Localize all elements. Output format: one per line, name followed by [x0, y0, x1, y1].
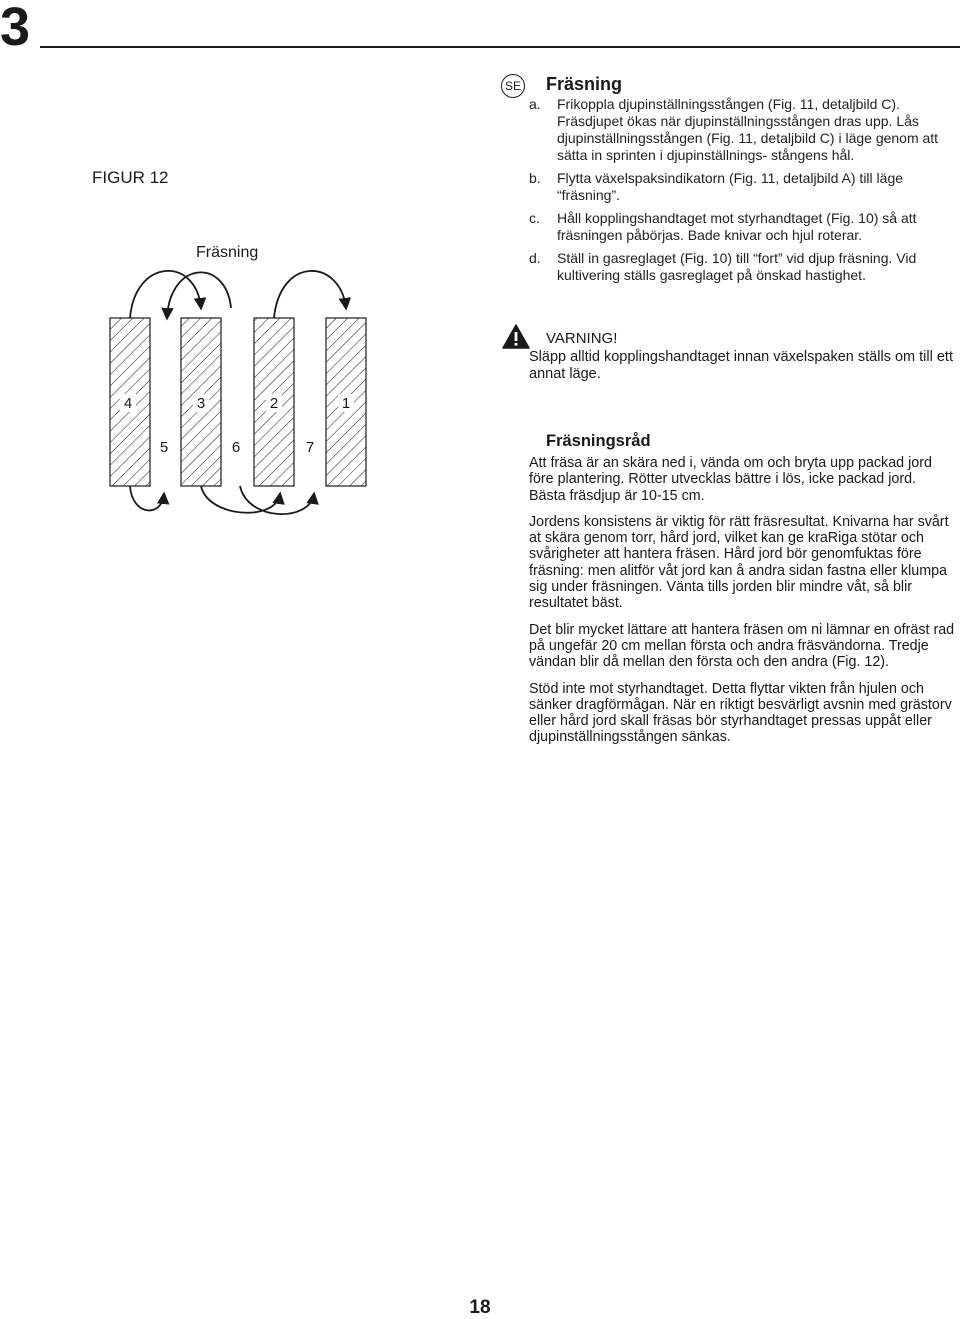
tips-title: Fräsningsråd — [546, 432, 651, 450]
step-letter: a. — [529, 96, 541, 112]
step-letter: d. — [529, 250, 541, 266]
tips-body — [529, 455, 955, 756]
step-item — [529, 250, 954, 284]
warning-icon — [502, 324, 530, 349]
step-letter: c. — [529, 210, 540, 226]
strip-label: 6 — [231, 439, 241, 456]
step-letter: b. — [529, 170, 541, 186]
language-badge: SE — [501, 74, 525, 98]
step-item — [529, 170, 954, 204]
turn-arc — [130, 486, 164, 510]
figure-subtitle: Fräsning — [196, 244, 259, 261]
turn-arc — [130, 271, 201, 318]
page-number: 18 — [469, 1297, 491, 1318]
strip-label: 4 — [123, 395, 133, 412]
step-item — [529, 210, 954, 244]
strip-label: 2 — [269, 395, 279, 412]
tilling-pattern-diagram — [100, 260, 390, 530]
tips-paragraph: Jordens konsistens är viktig för rätt fräsresultat. Knivarna har svårt at skära genom torr, hård jord, vilket kan ge kraRiga stötar och svårigheter att hantera fräsen. Hård jord bör genomfuktas före fräsning: men alitför våt jord kan å andra sidan fastna eller klumpa sig under fräsningen. Vänta tills jorden blir mindre våt, så blir resultatet bäst. — [529, 513, 949, 612]
strip-label: 1 — [341, 395, 351, 412]
step-text: Ställ in gasreglaget (Fig. 10) till “fort” vid djup fräsning. Vid kultivering ställs gasreglaget på önskad hastighet. — [557, 250, 917, 283]
warning-text: Släpp alltid kopplingshandtaget innan växelspaken ställs om till ett annat läge. — [529, 349, 953, 382]
steps-list — [529, 96, 954, 290]
turn-arc — [274, 271, 346, 318]
step-item — [529, 96, 954, 164]
tips-paragraph: Stöd inte mot styrhandtaget. Detta flyttar vikten från hjulen och sänker dragförmågan. När en riktigt besvärligt avsnin med grästorv eller hård jord skall fräsas bör styrhandtaget pressas uppåt eller djupinställningsstången sänkas. — [529, 680, 952, 746]
tips-paragraph: Att fräsa är an skära ned i, vända om och bryta upp packad jord före plantering. Rötter utvecklas bättre i lös, icke packad jord. Bästa fräsdjup är 10-15 cm. — [529, 455, 932, 504]
figure-title: FIGUR 12 — [92, 168, 169, 187]
warning-title: VARNING! — [546, 330, 618, 347]
section-title: Fräsning — [546, 74, 623, 94]
strip-label: 7 — [305, 439, 315, 456]
strip-label: 3 — [196, 395, 206, 412]
step-text: Håll kopplingshandtaget mot styrhandtaget (Fig. 10) så att fräsningen påbörjas. Bade knivar och hjul roterar. — [557, 210, 917, 243]
chapter-number: 3 — [0, 0, 30, 57]
header-rule — [40, 46, 960, 48]
step-text: Flytta växelspaksindikatorn (Fig. 11, detaljbild A) till läge “fräsning”. — [557, 170, 904, 203]
step-text: Frikoppla djupinställningsstången (Fig. 11, detaljbild C). Fräsdjupet ökas när djupinställningsstången dras upp. Lås djupinställningsstången (Fig. 11, detaljbild C) i läge genom att sätta in sprinten i djupinställnings- stångens hål. — [557, 96, 939, 163]
tips-paragraph: Det blir mycket lättare att hantera fräsen om ni lämnar en ofräst rad på ungefär 20 cm mellan första och andra fräsvändorna. Tredje vändan blir då mellan den första och den andra (Fig. 12). — [529, 621, 955, 671]
strip-label: 5 — [159, 439, 169, 456]
